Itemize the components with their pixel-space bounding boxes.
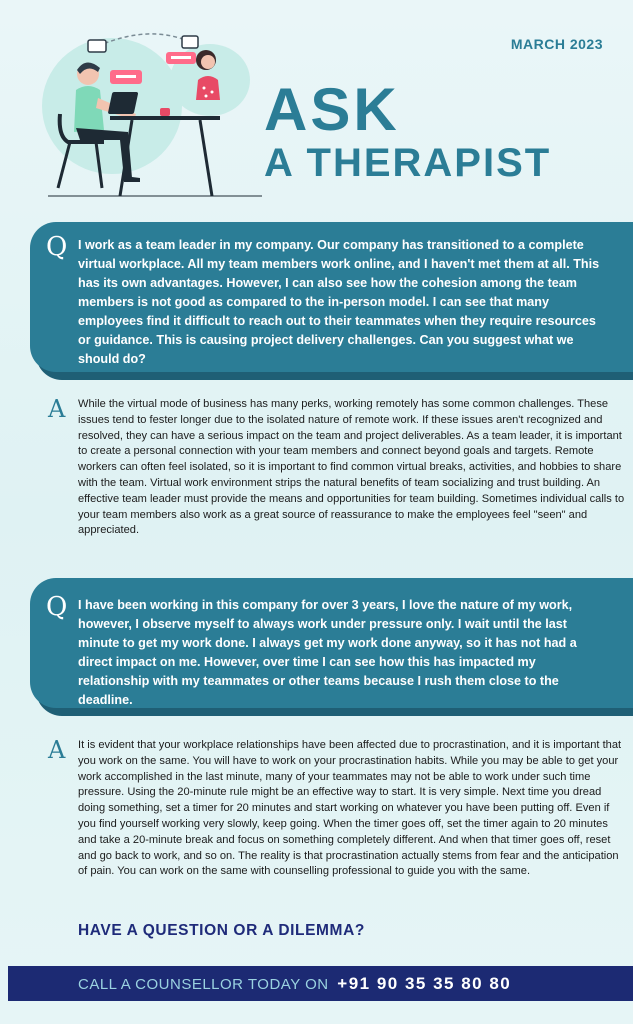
title-ask: ASK [264, 76, 400, 143]
question-box-2 [30, 578, 633, 708]
therapy-illustration [40, 28, 270, 198]
question-text: I have been working in this company for over 3 years, I love the nature of my work, however, I observe myself to always work under pressure only. I wait until the last minute to get my work done. I always get my work done anyway, so it has not had a direct impact on me. However, over time I can see how this has impacted my relationship with my teammates or other teams because I rush them close to the deadline. [78, 598, 577, 707]
q-marker: Q [46, 232, 68, 262]
q-marker: Q [46, 592, 68, 622]
call-counsellor-text: CALL A COUNSELLOR TODAY ON [78, 976, 329, 993]
a-marker: A [48, 395, 66, 423]
phone-number[interactable]: +91 90 35 35 80 80 [337, 974, 512, 993]
dilemma-heading: HAVE A QUESTION OR A DILEMMA? [78, 922, 365, 939]
issue-date: MARCH 2023 [510, 36, 603, 52]
question-box-1 [30, 222, 633, 372]
answer-text: While the virtual mode of business has many perks, working remotely has some common challenges. These issues tend to fester longer due to the isolated nature of remote work. If these issues aren't recognized and resolved, they can have a serious impact on the team and project deliverables. As a team leader, it is important to create a personal connection with your team members and connect beyond goals and targets. Remote workers can often feel isolated, so it is important to find common virtual breaks, activities, and hobbies to share with the team. Virtual work environment strips the natural benefits of team socializing and trust building. An effective team leader must provide the means and opportunities for team building. Sometimes individual calls to your team members also work as a great source of reassurance to make the employees feel "seen" and appreciated. [78, 398, 625, 537]
answer-text: It is evident that your workplace relationships have been affected due to procrastination, and it is important that you work on the same. You will have to work on your procrastination habits. While you may be able to get your work accomplished in the last minute, many of your teammates may not be able to work under such time pressure. Using the 20-minute rule might be an effective way to start. It is very simple. Next time you dread doing something, set a timer for 20 minutes and start working on whatever you have been putting off. Even if you find yourself working very slowly, keep going. When the timer goes off, set the timer again to 20 minutes and take a 20-minute break and focus on something completely different. And when that timer goes off, reset and go back to work, and so on. The reality is that procrastination actually stems from fear and the anticipation of pain. You can work on the same with counselling professional to guide you with the same. [78, 739, 622, 878]
footer-banner [8, 966, 633, 1001]
question-text: I work as a team leader in my company. Our company has transitioned to a complete virtual workplace. All my team members work online, and I haven't met them at all. This has its own advantages. However, I can also see how the cohesion among the team members is not good as compared to the in-person model. I can see that many employees find it difficult to reach out to their teammates when they require resources or guidance. This is causing project delivery challenges. Can you suggest what we should do? [78, 238, 600, 366]
a-marker: A [48, 736, 66, 764]
title-a-therapist: A THERAPIST [264, 141, 552, 185]
footer-call-line [78, 974, 511, 994]
